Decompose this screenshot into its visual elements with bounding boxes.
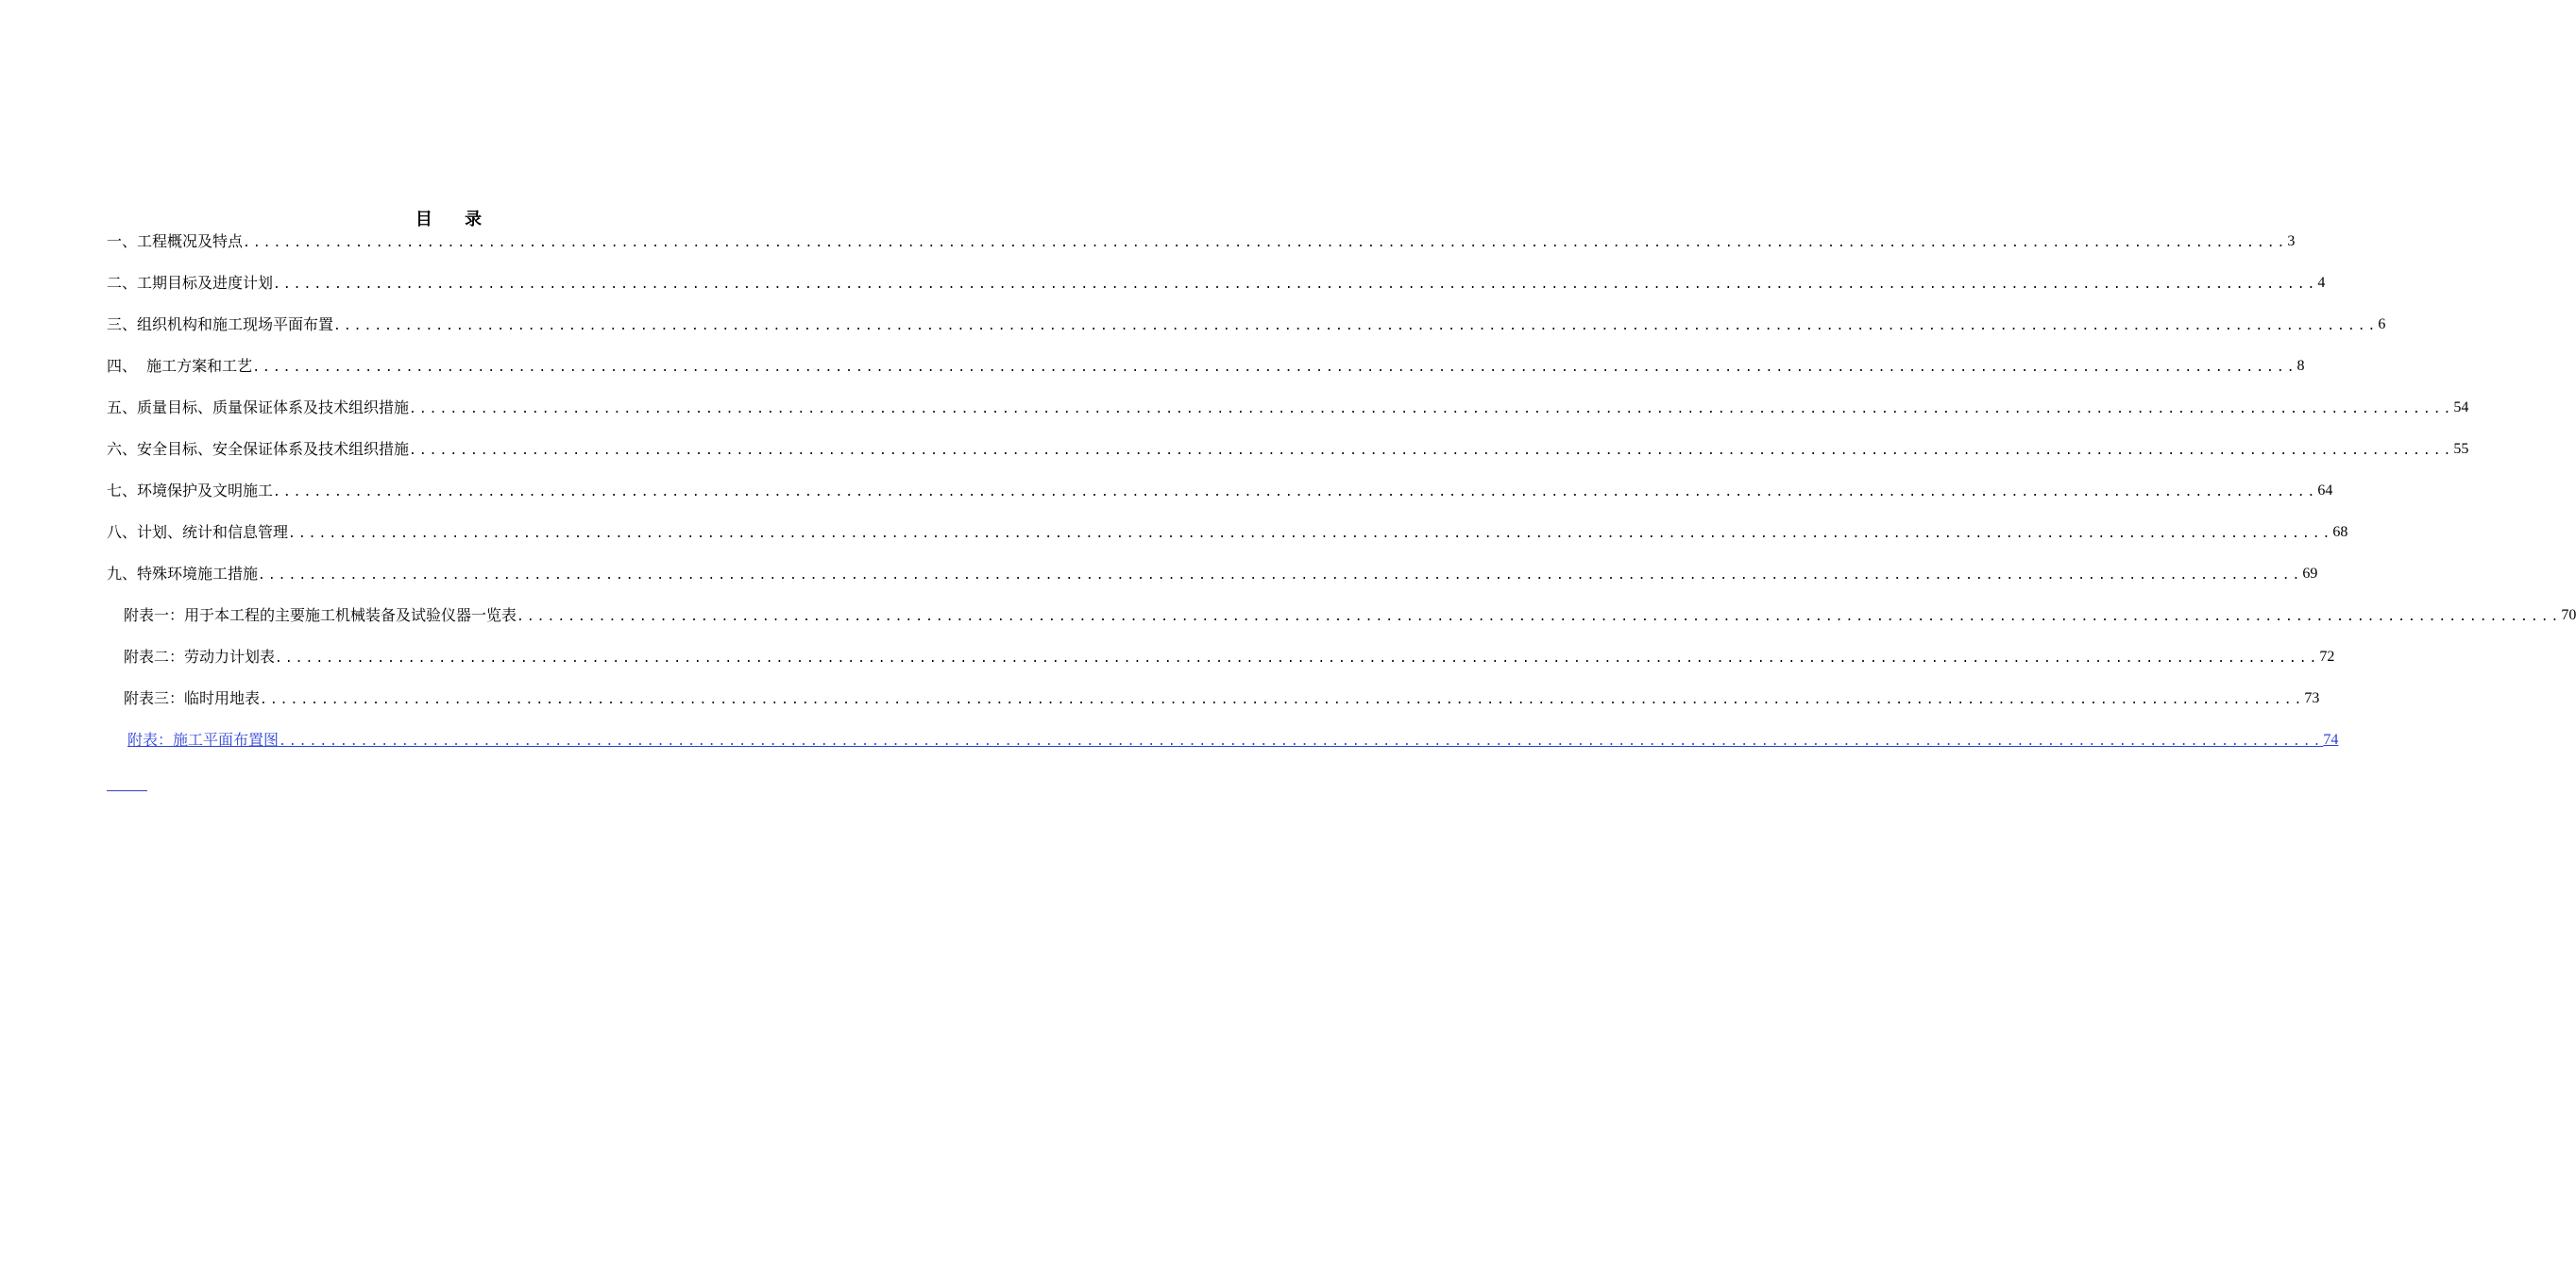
toc-entry[interactable] xyxy=(107,313,2386,337)
toc-entry[interactable] xyxy=(107,229,2296,254)
toc-entry-link[interactable] xyxy=(127,728,2339,753)
toc-entry-page: 69 xyxy=(2302,566,2318,582)
toc-entry-page: 55 xyxy=(2453,441,2469,457)
toc-entry[interactable] xyxy=(124,645,2335,669)
toc-leader-dots: ........................................................................................................................................................................................................ xyxy=(260,693,2305,707)
toc-entry-page: 72 xyxy=(2319,649,2335,665)
toc-leader-dots: ........................................................................................................................................................................................................ xyxy=(288,527,2333,541)
toc-entry-label: 三、组织机构和施工现场平面布置 xyxy=(107,315,334,333)
toc-entry-page: 70 xyxy=(2561,607,2576,623)
toc-entry[interactable] xyxy=(107,437,2469,462)
toc-leader-dots: ........................................................................................................................................................................................................ xyxy=(273,278,2318,292)
toc-entry[interactable] xyxy=(107,271,2326,296)
toc-entry[interactable] xyxy=(107,396,2469,420)
toc-entry-page: 64 xyxy=(2317,482,2333,499)
toc-entry-label: 八、计划、统计和信息管理 xyxy=(107,523,289,541)
toc-entry-label: 七、环境保护及文明施工 xyxy=(107,482,274,499)
toc-leader-dots: ........................................................................................................................................................................................................ xyxy=(275,651,2320,666)
toc-entry-page: 4 xyxy=(2317,275,2326,291)
toc-entry-label: 六、安全目标、安全保证体系及技术组织措施 xyxy=(107,440,410,458)
link-underline-stub[interactable] xyxy=(107,790,147,791)
toc-leader-dots: ........................................................................................................................................................................................................ xyxy=(273,485,2318,499)
toc-leader-dots: ........................................................................................................................................................................................................ xyxy=(333,319,2379,333)
toc-entry-label: 附表一：用于本工程的主要施工机械装备及试验仪器一览表 xyxy=(124,606,517,624)
toc-entry-page: 68 xyxy=(2332,524,2348,540)
toc-entry-label: 九、特殊环境施工措施 xyxy=(107,565,259,583)
toc-leader-dots: ........................................................................................................................................................................................................ xyxy=(409,444,2454,458)
toc-entry-page: 74 xyxy=(2323,732,2339,748)
toc-entry-page: 6 xyxy=(2378,316,2386,332)
toc-entry-label: 四、 施工方案和工艺 xyxy=(107,357,253,375)
toc-entry[interactable] xyxy=(107,562,2318,586)
toc-entry[interactable] xyxy=(124,686,2320,711)
toc-leader-dots: ........................................................................................................................................................................................................ xyxy=(258,568,2303,583)
toc-leader-dots: ........................................................................................................................................................................................................ xyxy=(252,361,2297,375)
toc-entry-label: 五、质量目标、质量保证体系及技术组织措施 xyxy=(107,398,410,416)
toc-leader-dots: ........................................................................................................................................................................................................ xyxy=(243,236,2288,250)
toc-entry-label: 附表三：临时用地表 xyxy=(124,689,261,707)
toc-entry[interactable] xyxy=(107,520,2348,545)
toc-entry-label: 二、工期目标及进度计划 xyxy=(107,274,274,292)
toc-leader-dots: ........................................................................................................................................................................................................ xyxy=(517,610,2562,624)
toc-title: 目 录 xyxy=(415,210,496,229)
toc-entry-label: 附表：施工平面布置图 xyxy=(127,731,280,749)
toc-entry[interactable] xyxy=(107,354,2305,379)
toc-entry[interactable] xyxy=(107,479,2333,503)
toc-entry-label: 一、工程概况及特点 xyxy=(107,232,244,250)
toc-entry[interactable] xyxy=(124,603,2576,628)
toc-entry-page: 8 xyxy=(2296,358,2305,374)
toc-entry-label: 附表二：劳动力计划表 xyxy=(124,648,276,666)
toc-leader-dots: ........................................................................................................................................................................................................ xyxy=(409,402,2454,416)
toc-entry-page: 73 xyxy=(2304,690,2320,706)
toc-entry-page: 3 xyxy=(2287,233,2296,249)
toc-leader-dots: ........................................................................................................................................................................................................ xyxy=(279,735,2324,749)
toc-entry-page: 54 xyxy=(2453,399,2469,415)
